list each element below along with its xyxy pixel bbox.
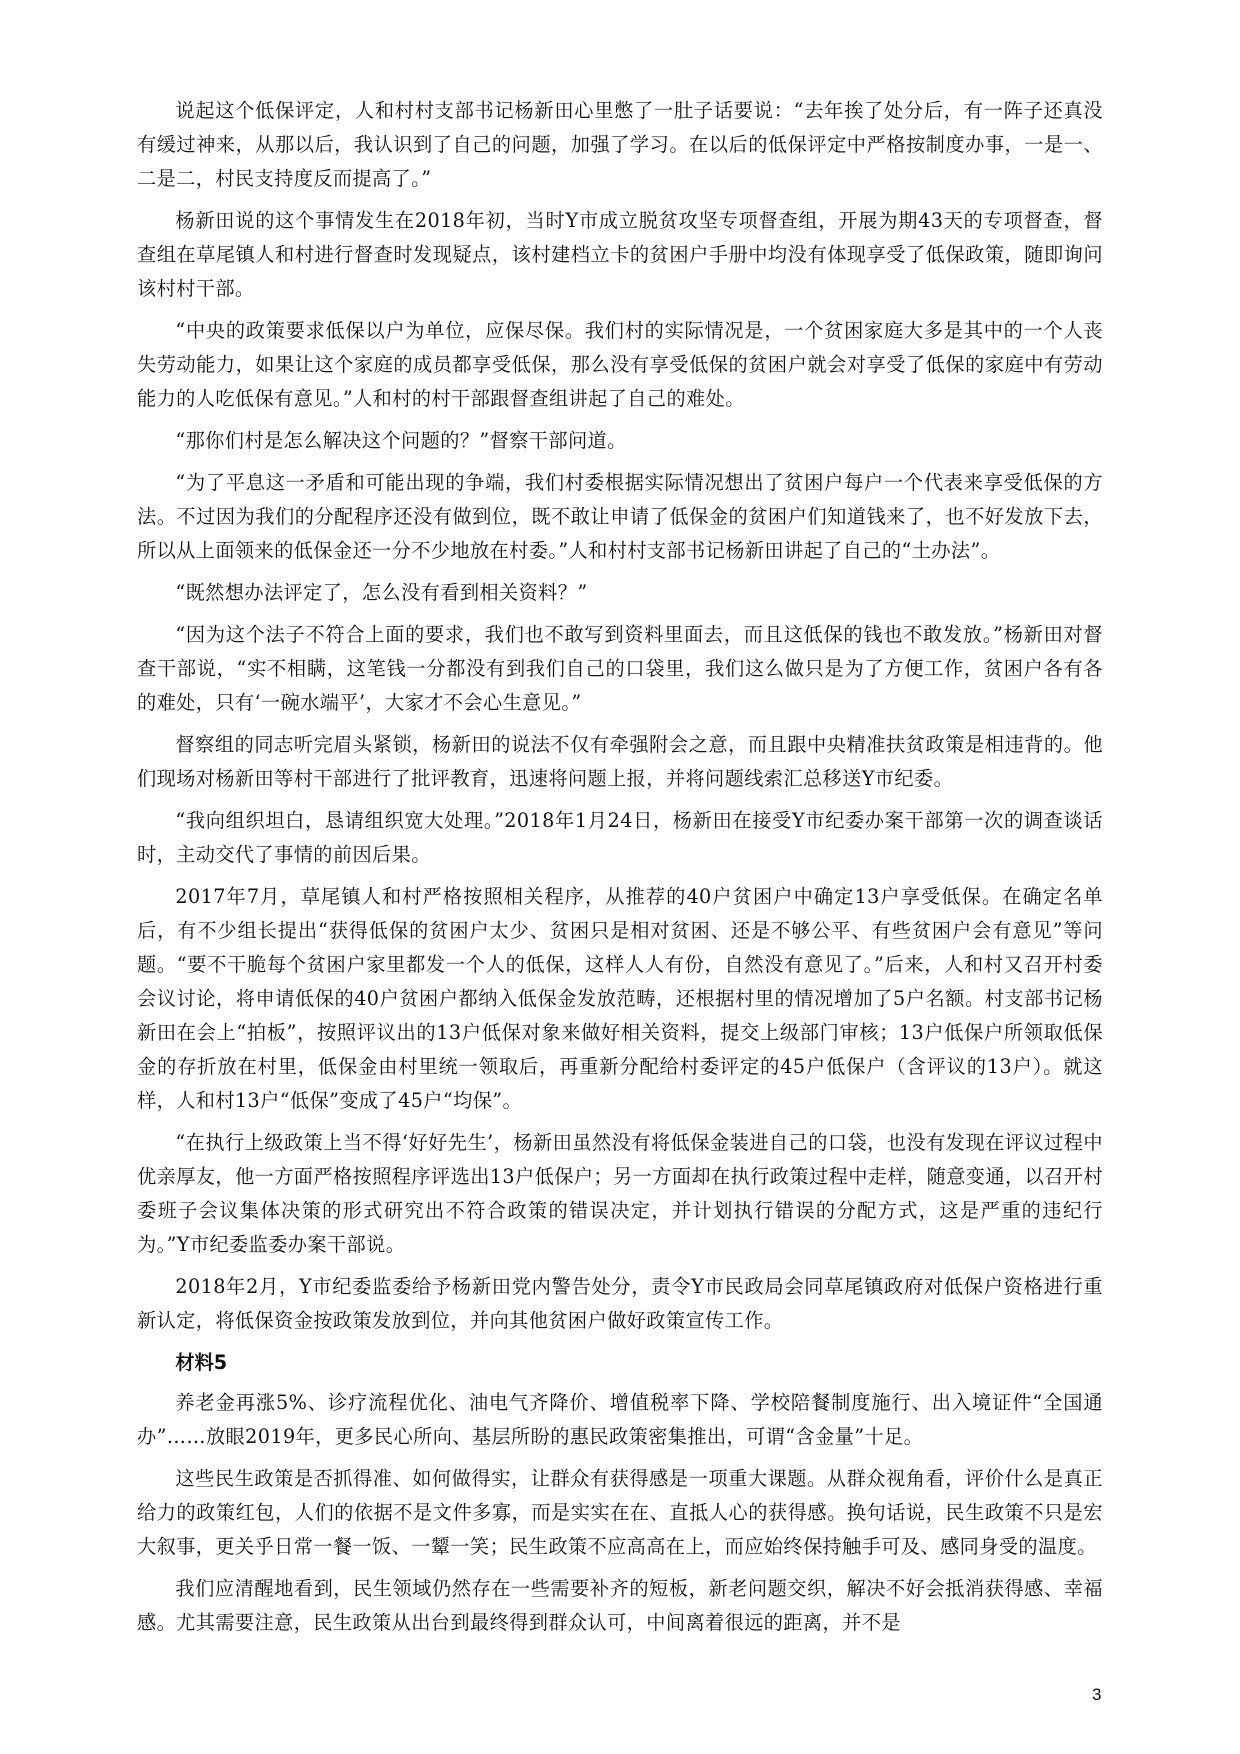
paragraph: 这些民生政策是否抓得准、如何做得实，让群众有获得感是一项重大课题。从群众视角看，评价什么是真正给力的政策红包，人们的依据不是文件多寡，而是实实在在、直抵人心的获得感。换句话说，民生政策不只是宏大叙事，更关乎日常一餐一饭、一颦一笑；民生政策不应高高在上，而应始终保持触手可及、感同身受的温度。 bbox=[137, 1467, 1103, 1558]
paragraph: 说起这个低保评定，人和村村支部书记杨新田心里憋了一肚子话要说：“去年挨了处分后，有一阵子还真没有缓过神来，从那以后，我认识到了自己的问题，加强了学习。在以后的低保评定中严格按制度办事，一是一、二是二，村民支持度反而提高了。” bbox=[137, 99, 1103, 190]
paragraph: 2018年2月，Y市纪委监委给予杨新田党内警告处分，责令Y市民政局会同草尾镇政府对低保户资格进行重新认定，将低保资金按政策发放到位，并向其他贫困户做好政策宣传工作。 bbox=[137, 1275, 1103, 1332]
document-body bbox=[137, 94, 1103, 1648]
paragraph: “那你们村是怎么解决这个问题的？”督察干部问道。 bbox=[175, 429, 627, 452]
paragraph: “既然想办法评定了，怎么没有看到相关资料？” bbox=[175, 581, 588, 604]
paragraph: “中央的政策要求低保以户为单位，应保尽保。我们村的实际情况是，一个贫困家庭大多是其中的一个人丧失劳动能力，如果让这个家庭的成员都享受低保，那么没有享受低保的贫困户就会对享受了低保的家庭中有劳动能力的人吃低保有意见。”人和村的村干部跟督查组讲起了自己的难处。 bbox=[137, 319, 1103, 410]
paragraph: 养老金再涨5%、诊疗流程优化、油电气齐降价、增值税率下降、学校陪餐制度施行、出入境证件“全国通办”……放眼2019年，更多民心所向、基层所盼的惠民政策密集推出，可谓“含金量”十足。 bbox=[137, 1391, 1103, 1448]
paragraph: 杨新田说的这个事情发生在2018年初，当时Y市成立脱贫攻坚专项督查组，开展为期43天的专项督查，督查组在草尾镇人和村进行督查时发现疑点，该村建档立卡的贫困户手册中均没有体现享受了低保政策，随即询问该村村干部。 bbox=[137, 209, 1103, 300]
paragraph: “因为这个法子不符合上面的要求，我们也不敢写到资料里面去，而且这低保的钱也不敢发放。”杨新田对督查干部说，“实不相瞒，这笔钱一分都没有到我们自己的口袋里，我们这么做只是为了方便工作，贫困户各有各的难处，只有‘一碗水端平’，大家才不会心生意见。” bbox=[137, 623, 1103, 714]
section-heading: 材料5 bbox=[175, 1351, 228, 1374]
paragraph: “为了平息这一矛盾和可能出现的争端，我们村委根据实际情况想出了贫困户每户一个代表来享受低保的方法。不过因为我们的分配程序还没有做到位，既不敢让申请了低保金的贫困户们知道钱来了，也不好发放下去，所以从上面领来的低保金还一分不少地放在村委。”人和村村支部书记杨新田讲起了自己的“土办法”。 bbox=[137, 471, 1103, 562]
paragraph: 我们应清醒地看到，民生领域仍然存在一些需要补齐的短板，新老问题交织，解决不好会抵消获得感、幸福感。尤其需要注意，民生政策从出台到最终得到群众认可，中间离着很远的距离，并不是 bbox=[137, 1577, 1103, 1634]
page-number: 3 bbox=[1092, 1685, 1102, 1704]
paragraph: “在执行上级政策上当不得‘好好先生’，杨新田虽然没有将低保金装进自己的口袋，也没有发现在评议过程中优亲厚友，他一方面严格按照程序评选出13户低保户；另一方面却在执行政策过程中走样，随意变通，以召开村委班子会议集体决策的形式研究出不符合政策的错误决定，并计划执行错误的分配方式，这是严重的违纪行为。”Y市纪委监委办案干部说。 bbox=[137, 1131, 1103, 1256]
paragraph: 2017年7月，草尾镇人和村严格按照相关程序，从推荐的40户贫困户中确定13户享受低保。在确定名单后，有不少组长提出“获得低保的贫困户太少、贫困只是相对贫困、还是不够公平、有些贫困户会有意见”等问题。“要不干脆每个贫困户家里都发一个人的低保，这样人人有份，自然没有意见了。”后来，人和村又召开村委会议讨论，将申请低保的40户贫困户都纳入低保金发放范畴，还根据村里的情况增加了5户名额。村支部书记杨新田在会上“拍板”，按照评议出的13户低保对象来做好相关资料，提交上级部门审核；13户低保户所领取低保金的存折放在村里，低保金由村里统一领取后，再重新分配给村委评定的45户低保户（含评议的13户）。就这样，人和村13户“低保”变成了45户“均保”。 bbox=[137, 885, 1103, 1112]
paragraph: 督察组的同志听完眉头紧锁，杨新田的说法不仅有牵强附会之意，而且跟中央精准扶贫政策是相违背的。他们现场对杨新田等村干部进行了批评教育，迅速将问题上报，并将问题线索汇总移送Y市纪委。 bbox=[137, 733, 1103, 790]
paragraph: “我向组织坦白，恳请组织宽大处理。”2018年1月24日，杨新田在接受Y市纪委办案干部第一次的调查谈话时，主动交代了事情的前因后果。 bbox=[137, 809, 1103, 866]
